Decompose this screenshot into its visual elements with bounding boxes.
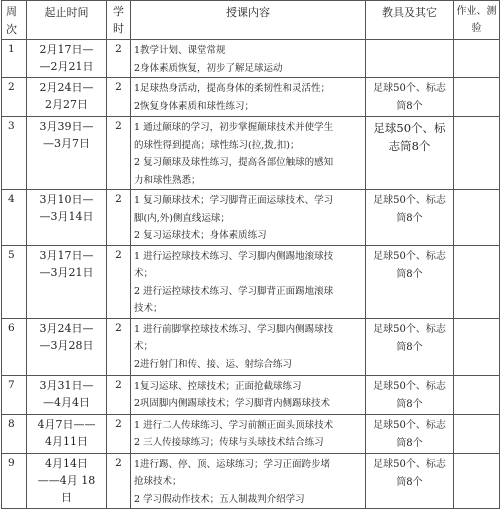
equipment-line: 足球50个、标志 <box>373 195 446 206</box>
dates-cell <box>27 453 107 509</box>
header-test-line1: 作业、测 <box>456 6 497 17</box>
date-line: 3月10日— <box>39 193 94 206</box>
equipment-cell <box>366 375 454 414</box>
date-line: 3月17日— <box>39 248 94 262</box>
week-cell: 8 <box>2 414 27 453</box>
hours-cell: 2 <box>107 190 131 246</box>
content-line: 2进行射门和传、接、运、射综合练习 <box>134 358 293 370</box>
content-line: 抢球技术； <box>134 476 182 487</box>
date-line: 2月24日— <box>39 81 94 94</box>
content-line: 2 进行运控球技术练习、学习脚背正面踢地滚球 <box>134 285 334 297</box>
content-line: 1 进行前脚掌控球技术练习、学习脚内侧踢球技 <box>134 323 334 335</box>
content-line: 术； <box>134 341 154 352</box>
equipment-line: 足球50个、标志 <box>373 419 446 431</box>
test-cell <box>454 190 500 246</box>
dates-cell <box>27 414 107 453</box>
table-row <box>2 190 500 246</box>
equipment-cell <box>366 117 454 190</box>
date-line: 3月31日— <box>39 378 94 392</box>
date-line: 4月7日—— <box>37 417 96 431</box>
dates-cell <box>27 190 107 246</box>
content-line: 的球性得到提高；球性练习(拉,拨,扣)； <box>134 139 300 151</box>
content-cell <box>131 414 366 453</box>
test-cell <box>454 453 500 509</box>
content-line: 脚(内,外)侧直线运球； <box>134 212 230 224</box>
test-cell <box>454 375 500 414</box>
hours-cell: 2 <box>107 40 131 78</box>
week-cell: 5 <box>2 245 27 318</box>
content-line: 术； <box>134 268 154 279</box>
equipment-line: 筒8个 <box>396 213 423 224</box>
header-dates: 起止时间 <box>27 1 107 40</box>
dates-cell <box>27 375 107 414</box>
content-cell <box>131 318 366 375</box>
week-cell: 6 <box>2 318 27 375</box>
dates-cell <box>27 245 107 318</box>
content-line: 2 三人传接球练习；传球与头球技术结合练习 <box>134 437 324 448</box>
equipment-line: 筒8个 <box>396 341 423 353</box>
test-cell <box>454 414 500 453</box>
content-cell <box>131 78 366 117</box>
week-cell: 7 <box>2 375 27 414</box>
date-line: ——4月 18 <box>37 473 96 487</box>
equipment-line: 足球50个、标志 <box>373 458 446 470</box>
equipment-line: 足球50个、标志 <box>373 83 446 94</box>
equipment-line: 足球50个、标志 <box>373 323 446 335</box>
header-hours-line1: 学 <box>113 5 124 18</box>
header-week <box>2 1 27 40</box>
date-line: 4月11日 <box>45 434 88 448</box>
content-line: 1足球热身活动，提高身体的柔韧性和灵活性； <box>134 83 331 94</box>
header-equipment: 教具及其它 <box>366 1 454 40</box>
week-cell: 9 <box>2 453 27 509</box>
week-cell: 4 <box>2 190 27 246</box>
content-line: 1进行踢、停、顶、运球练习；学习正面跨步堵 <box>134 458 331 470</box>
table-row <box>2 414 500 453</box>
table-row <box>2 117 500 190</box>
table-row <box>2 78 500 117</box>
header-test-line2: 验 <box>471 23 482 34</box>
date-line: —3月21日 <box>39 265 94 279</box>
equipment-cell <box>366 190 454 246</box>
date-line: 日 <box>61 490 72 504</box>
date-line: 3月39日— <box>39 120 94 133</box>
dates-cell <box>27 318 107 375</box>
hours-cell: 2 <box>107 375 131 414</box>
week-cell: 3 <box>2 117 27 190</box>
content-cell <box>131 190 366 246</box>
header-week-line1: 周 <box>6 5 17 18</box>
test-cell <box>454 245 500 318</box>
table-row <box>2 245 500 318</box>
content-cell <box>131 375 366 414</box>
equipment-line: 筒8个 <box>396 268 423 280</box>
dates-cell <box>27 78 107 117</box>
date-line: 2月27日 <box>45 98 88 111</box>
content-line: 2 学习假动作技术；五人制裁判介绍学习 <box>134 493 305 505</box>
hours-cell: 2 <box>107 245 131 318</box>
date-line: 2月17日— <box>39 43 94 56</box>
content-line: 2 复习运球技术；身体素质练习 <box>134 230 267 241</box>
equipment-line: 筒8个 <box>396 437 423 449</box>
equipment-line: 足球50个、标志 <box>373 250 446 262</box>
equipment-cell <box>366 318 454 375</box>
date-line: 3月24日— <box>39 321 94 335</box>
table-row <box>2 318 500 375</box>
dates-cell <box>27 117 107 190</box>
equipment-line: 筒8个 <box>396 101 423 112</box>
equipment-cell <box>366 245 454 318</box>
equipment-cell <box>366 78 454 117</box>
hours-cell: 2 <box>107 117 131 190</box>
equipment-line: 足球50个、标志 <box>373 380 446 392</box>
content-line: 2恢复身体素质和球性练习； <box>134 100 255 112</box>
equipment-cell <box>366 40 454 78</box>
teaching-schedule-table <box>1 0 500 509</box>
header-content: 授课内容 <box>131 1 366 40</box>
date-line: —2月21日 <box>39 60 94 73</box>
equipment-line: 筒8个 <box>396 398 423 410</box>
dates-cell <box>27 40 107 78</box>
content-line: 1复习运球、控球技术；正面抢截球练习 <box>134 380 302 392</box>
header-hours-line2: 时 <box>113 22 124 35</box>
content-line: 1 进行二人传球练习、学习前额正面头顶球技术 <box>134 419 334 431</box>
content-line: 1 通过颠球的学习，初步掌握颠球技术并使学生 <box>134 122 334 133</box>
test-cell <box>454 117 500 190</box>
header-hours <box>107 1 131 40</box>
test-cell <box>454 40 500 78</box>
header-test <box>454 1 500 40</box>
content-cell <box>131 453 366 509</box>
date-line: —3月28日 <box>39 338 94 352</box>
content-line: 1教学计划、课堂常规 <box>134 45 226 56</box>
table-row <box>2 453 500 509</box>
hours-cell: 2 <box>107 453 131 509</box>
date-line: —4月4日 <box>43 395 90 409</box>
date-line: 4月14日 <box>45 456 88 470</box>
content-line: 2身体素质恢复，初步了解足球运动 <box>134 62 283 74</box>
hours-cell: 2 <box>107 318 131 375</box>
content-line: 力和球性熟悉； <box>134 174 201 186</box>
test-cell <box>454 78 500 117</box>
week-cell: 2 <box>2 78 27 117</box>
content-cell <box>131 245 366 318</box>
table-row <box>2 375 500 414</box>
week-cell: 1 <box>2 40 27 78</box>
equipment-line: 足球50个、标 <box>373 121 446 135</box>
header-row <box>2 1 500 40</box>
equipment-cell <box>366 453 454 509</box>
header-week-line2: 次 <box>6 23 17 36</box>
equipment-line: 筒8个 <box>396 476 423 488</box>
content-line: 2巩固脚内侧踢球技术；学习脚背内侧踢球技术 <box>134 398 331 409</box>
date-line: —3月7日 <box>43 137 90 150</box>
equipment-line: 志筒8个 <box>388 139 431 153</box>
test-cell <box>454 318 500 375</box>
table-row <box>2 40 500 78</box>
content-cell <box>131 40 366 78</box>
content-line: 2 复习颠球及球性练习，提高各部位触球的感知 <box>134 157 334 168</box>
content-line: 技术； <box>134 303 163 314</box>
hours-cell: 2 <box>107 414 131 453</box>
content-cell <box>131 117 366 190</box>
content-line: 1 进行运控球技术练习、学习脚内侧踢地滚球技 <box>134 250 334 262</box>
content-line: 1 复习颠球技术；学习脚背正面运球技术、学习 <box>134 195 334 206</box>
equipment-cell <box>366 414 454 453</box>
date-line: —3月14日 <box>39 210 94 223</box>
hours-cell: 2 <box>107 78 131 117</box>
